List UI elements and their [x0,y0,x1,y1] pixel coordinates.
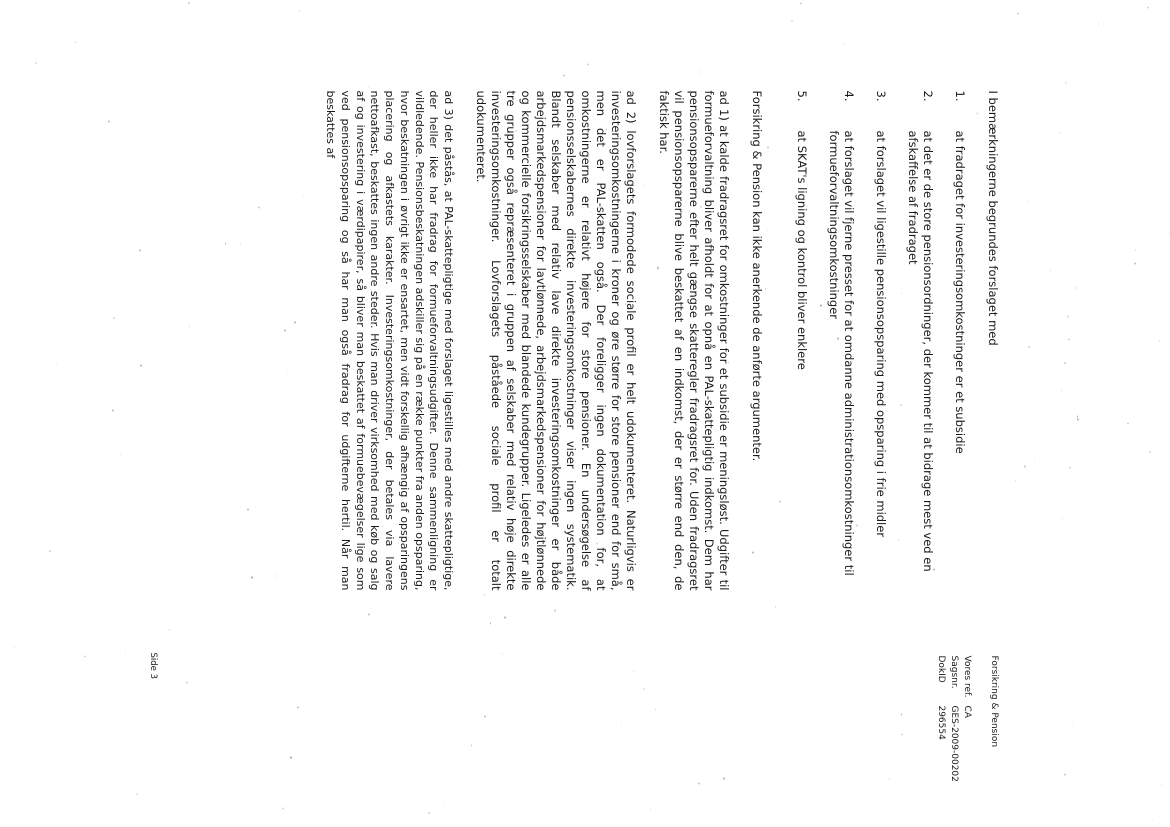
scan-speckle [1059,132,1060,133]
scan-speckle [251,576,252,577]
list-item [873,90,888,590]
scan-speckle [554,609,556,611]
scan-speckle [1064,362,1066,364]
org-name: Forsikring & Pension [989,655,999,747]
scan-speckle [1127,422,1129,424]
scan-speckle [136,793,137,794]
scan-speckle [655,708,656,709]
scan-speckle [276,575,277,576]
scan-speckle [1024,465,1026,467]
list-item [952,90,967,590]
scan-speckle [258,206,259,207]
scan-speckle [240,243,242,245]
scan-speckle [1028,346,1030,348]
scan-speckle [1077,415,1078,416]
scan-speckle [169,629,170,630]
scan-speckle [471,744,472,745]
ref-value: CA [962,704,972,718]
scan-speckle [1077,418,1078,419]
scan-speckle [1073,722,1074,723]
list-number: 3. [874,90,888,101]
scan-speckle [1027,201,1028,202]
scan-speckle [186,681,188,683]
scan-speckle [1098,23,1099,24]
scan-speckle [282,807,284,809]
scan-speckle [428,812,430,814]
scan-speckle [368,86,369,87]
scan-speckle [1134,262,1136,264]
list-number: 4. [842,90,856,101]
ref-label: DokID [936,655,946,683]
scan-speckle [1017,12,1019,14]
scan-speckle [698,71,700,73]
statement: Forsikring & Pension kan ikke anerkende de anførte argumenter. [750,90,764,461]
scan-speckle [644,688,645,689]
intro-text: I bemærkningerne begrundes forslaget med [986,90,1000,346]
scan-speckle [1147,6,1149,8]
scan-speckle [621,725,622,726]
scan-speckle [775,606,776,607]
scan-speckle [1076,287,1077,288]
scan-speckle [1074,31,1075,32]
scan-speckle [563,74,564,75]
scan-speckle [901,713,903,715]
scan-speckle [444,802,445,803]
scan-speckle [247,508,249,510]
paragraph-ad3: ad 3) det påstås, at PAL-skattepligtige med forslaget ligestilles med andre skattepligtige, der heller ikke har fradrag for formueforvaltningsudgifter. Denne sammenligning er vildledende. Pensionsbeskatningen adskiller sig på en række punkter fra anden opsparing, hvor beskatningen i øvrigt ikke er ensartet, men vidt forskellig afhængig af opsparingens placering og afkastets karakter. Investeringsomkostninger, der betales via lavere nettoafkast, beskattes ingen andre steder. Hvis man driver virksomhed med køb og salg af og investering i værdipapirer, så bliver man beskattet af formuebevægelser lige som ved pensionsopsparing og så har man også fradrag for udgifterne hertil. Når man beskattes af [324,90,455,590]
scan-speckle [84,655,86,657]
list-item [826,90,856,590]
scan-speckle [178,597,179,598]
ref-row [934,655,947,789]
list-text: at forslaget vil ligestille pensionsopsparing med opsparing i frie midler [874,130,888,537]
scan-speckle [75,41,76,42]
list-text: at forslaget vil fjerne presset for at omdanne administrationsomkostninger til formueforvaltningsomkostninger [827,130,856,576]
scan-speckle [56,364,57,365]
scan-speckle [108,120,110,122]
list-item [905,90,935,590]
list-number: 2. [921,90,935,101]
scan-speckle [504,616,506,618]
document-header [934,655,1000,820]
list-text: at det er de store pensionsordninger, der kommer til at bidrage mest ved en afskaffelse af fradraget [906,130,935,572]
scan-speckle [120,454,121,455]
list-number: 5. [795,90,809,101]
scan-speckle [1067,315,1069,317]
scan-speckle [1061,389,1062,390]
ref-value: 296554 [936,704,946,740]
scan-speckle [290,756,291,757]
page-number: Side 3 [148,652,158,679]
scan-speckle [650,808,651,809]
scan-speckle [35,62,36,63]
scan-speckle [1152,819,1153,820]
ref-row [947,655,960,789]
scan-speckle [723,777,725,779]
scan-speckle [140,364,142,366]
scan-speckle [113,317,114,318]
ref-label: Vores ref. [962,655,972,697]
reference-table [934,655,973,789]
scan-speckle [1149,451,1150,452]
scan-speckle [297,706,299,708]
scan-speckle [1015,480,1016,481]
paragraph-ad1: ad 1) at kalde fradragsret for omkostninger for et subsidie er meningsløst. Udgifter til formueforvaltning bliver afholdt for at opnå en PAL-skattepligtig indkomst. Dem har pensionsopsparerne efter helt gængse skatteregler fradragsret for. Uden fradragsret vil pensionsopsparerne blive beskattet af en indkomst, der er større end den, de faktisk har. [657,90,731,590]
paragraph-ad2: ad 2) lovforslagets formodede sociale profil er helt udokumenteret. Naturligvis er investeringsomkostningerne i kroner og øre større for store pensioner end for små, men det er PAL-skatten også. Der foreligger ingen dokumentation for, at omkostningerne er relativt højere for store pensioner. En undersøgelse af pensionsselskabernes direkte investeringsomkostninger viser ingen systematik. Blandt selskaber med relativ lave direkte investeringsomkostninger er både arbejdsmarkedspensioner for lavtlønnede, arbejdsmarkedspensioner for højtlønnede og kommercielle forsikringsselskaber med blandede kundegrupper. Ligeledes er alle tre grupper også repræsenteret i gruppen af selskaber med relativ høje direkte investeringsomkostninger. Lovforslagets påståede sociale profil er totalt udokumenteret. [474,90,638,590]
ref-value: GES-2009-00202 [949,704,959,782]
argument-list [794,90,967,590]
scan-speckle [1062,517,1063,518]
scan-speckle [225,242,227,244]
scan-speckle [1050,269,1051,270]
scan-speckle [368,613,370,615]
scan-speckle [112,409,114,411]
scan-speckle [49,550,50,551]
scan-speckle [698,782,700,784]
scan-speckle [889,778,890,779]
scan-speckle [1068,338,1070,340]
document-body [305,90,1000,590]
list-text: at fradraget for investeringsomkostninger er et subsidie [953,130,967,454]
scan-speckle [1034,460,1035,461]
scan-speckle [1066,82,1068,84]
scan-speckle [502,653,503,654]
scan-speckle [284,329,286,331]
scan-speckle [1159,340,1160,341]
scan-speckle [1069,466,1071,468]
scan-speckle [490,622,492,624]
list-item [794,90,809,590]
scan-speckle [287,372,288,373]
scan-speckle [189,325,191,327]
scan-speckle [1135,249,1136,250]
scan-speckle [1161,784,1162,785]
scan-speckle [633,670,634,671]
list-number: 1. [953,90,967,101]
scan-speckle [14,646,15,647]
scan-speckle [139,249,141,251]
scan-speckle [294,321,296,323]
list-text: at SKAT's ligning og kontrol bliver enklere [795,130,809,370]
scan-speckle [587,63,589,65]
scan-speckle [1064,773,1066,775]
scan-speckle [299,10,300,11]
scan-speckle [791,20,793,22]
scan-speckle [843,43,844,44]
ref-row [960,655,973,789]
scan-speckle [189,2,190,3]
ref-label: Sagsnr. [949,655,959,689]
scan-speckle [901,733,903,735]
scan-speckle [484,715,485,716]
scan-speckle [125,650,126,651]
scan-speckle [800,2,802,4]
scan-speckle [484,594,485,595]
